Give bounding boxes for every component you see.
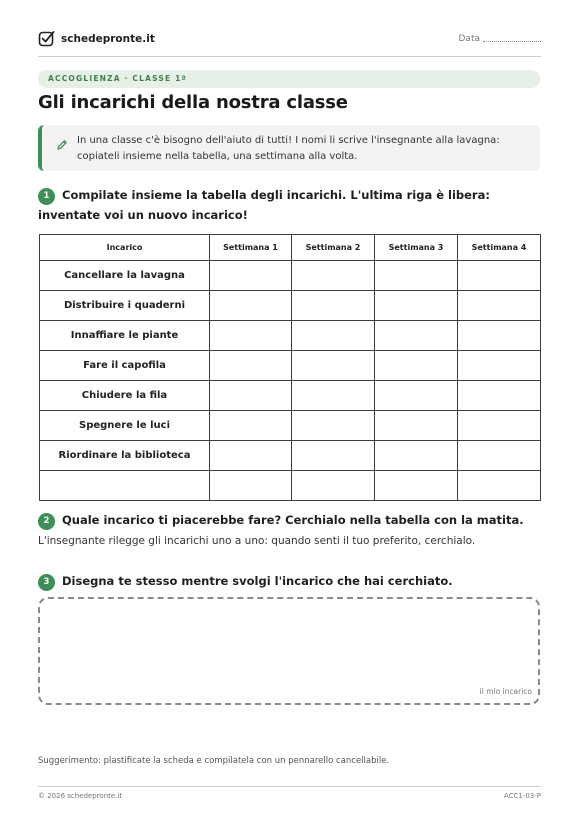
week-cell[interactable] [292, 321, 375, 351]
step-badge: 2 [38, 513, 55, 530]
week-cell[interactable] [375, 471, 458, 501]
task-name: Cancellare la lavagna [40, 261, 210, 291]
page-title: Gli incarichi della nostra classe [38, 92, 348, 113]
table-row [40, 261, 541, 291]
category-bar [38, 70, 540, 88]
exercise-1-title: Compilate insieme la tabella degli incarichi. L'ultima riga è libera: inventate voi un nuovo incarico! [38, 188, 490, 222]
task-name: Spegnere le luci [40, 411, 210, 441]
page-footer [38, 786, 541, 807]
exercise-2-title: Quale incarico ti piacerebbe fare? Cerchialo nella tabella con la matita. [62, 513, 524, 527]
table-row [40, 351, 541, 381]
task-name: Innaffiare le piante [40, 321, 210, 351]
week-cell[interactable] [458, 321, 541, 351]
intro-note [38, 125, 540, 171]
week-cell[interactable] [375, 291, 458, 321]
week-cell[interactable] [375, 321, 458, 351]
drawing-area[interactable] [38, 597, 540, 705]
week-cell[interactable] [210, 441, 292, 471]
exercise-3 [38, 571, 540, 591]
brand-logo [38, 30, 155, 47]
week-cell[interactable] [210, 291, 292, 321]
week-cell[interactable] [292, 411, 375, 441]
week-cell[interactable] [375, 261, 458, 291]
exercise-3-title: Disegna te stesso mentre svolgi l'incarico che hai cerchiato. [62, 574, 453, 588]
week-cell[interactable] [210, 351, 292, 381]
week-cell[interactable] [375, 411, 458, 441]
col-header-week-3: Settimana 3 [375, 235, 458, 261]
tasks-table [39, 234, 541, 501]
week-cell[interactable] [210, 471, 292, 501]
col-header-week-4: Settimana 4 [458, 235, 541, 261]
table-row [40, 441, 541, 471]
exercise-1 [38, 185, 540, 225]
tip-text: Suggerimento: plastificate la scheda e compilatela con un pennarello cancellabile. [38, 756, 390, 766]
table-header-row [40, 235, 541, 261]
step-badge: 3 [38, 574, 55, 591]
date-label: Data [458, 34, 480, 44]
exercise-2 [38, 510, 540, 547]
pencil-icon [56, 136, 68, 155]
week-cell[interactable] [458, 351, 541, 381]
col-header-week-1: Settimana 1 [210, 235, 292, 261]
week-cell[interactable] [458, 411, 541, 441]
task-name: Chiudere la fila [40, 381, 210, 411]
category-label: ACCOGLIENZA · CLASSE 1ª [48, 74, 187, 83]
step-badge: 1 [38, 188, 55, 205]
week-cell[interactable] [292, 471, 375, 501]
drawing-area-label: il mio incarico [479, 687, 532, 696]
task-name: Distribuire i quaderni [40, 291, 210, 321]
col-header-week-2: Settimana 2 [292, 235, 375, 261]
week-cell[interactable] [292, 351, 375, 381]
table-row [40, 411, 541, 441]
intro-text: In una classe c'è bisogno dell'aiuto di tutti! I nomi li scrive l'insegnante alla lavagna: copiateli insieme nella tabella, una settimana alla volta. [77, 135, 500, 162]
week-cell[interactable] [458, 381, 541, 411]
week-cell[interactable] [292, 261, 375, 291]
week-cell[interactable] [210, 261, 292, 291]
sheet-code: ACC1-03-P [503, 792, 541, 800]
table-row [40, 381, 541, 411]
week-cell[interactable] [292, 291, 375, 321]
week-cell[interactable] [458, 291, 541, 321]
week-cell[interactable] [292, 441, 375, 471]
date-field [459, 34, 542, 44]
col-header-task: Incarico [40, 235, 210, 261]
task-name: Fare il capofila [40, 351, 210, 381]
table-row [40, 321, 541, 351]
week-cell[interactable] [375, 441, 458, 471]
week-cell[interactable] [375, 381, 458, 411]
task-name: Riordinare la biblioteca [40, 441, 210, 471]
week-cell[interactable] [210, 411, 292, 441]
week-cell[interactable] [375, 351, 458, 381]
checkbox-check-icon [38, 30, 55, 47]
table-row [40, 291, 541, 321]
week-cell[interactable] [210, 381, 292, 411]
week-cell[interactable] [292, 381, 375, 411]
brand-name: schedepronte.it [61, 32, 155, 45]
week-cell[interactable] [458, 261, 541, 291]
table-row-free [40, 471, 541, 501]
page-header [38, 30, 541, 57]
copyright: © 2026 schedepronte.it [38, 792, 123, 800]
date-line[interactable] [483, 41, 541, 42]
week-cell[interactable] [458, 471, 541, 501]
week-cell[interactable] [210, 321, 292, 351]
week-cell[interactable] [458, 441, 541, 471]
exercise-2-text: L'insegnante rilegge gli incarichi uno a uno: quando senti il tuo preferito, cerchialo. [38, 535, 476, 547]
task-name-free[interactable] [40, 471, 210, 501]
